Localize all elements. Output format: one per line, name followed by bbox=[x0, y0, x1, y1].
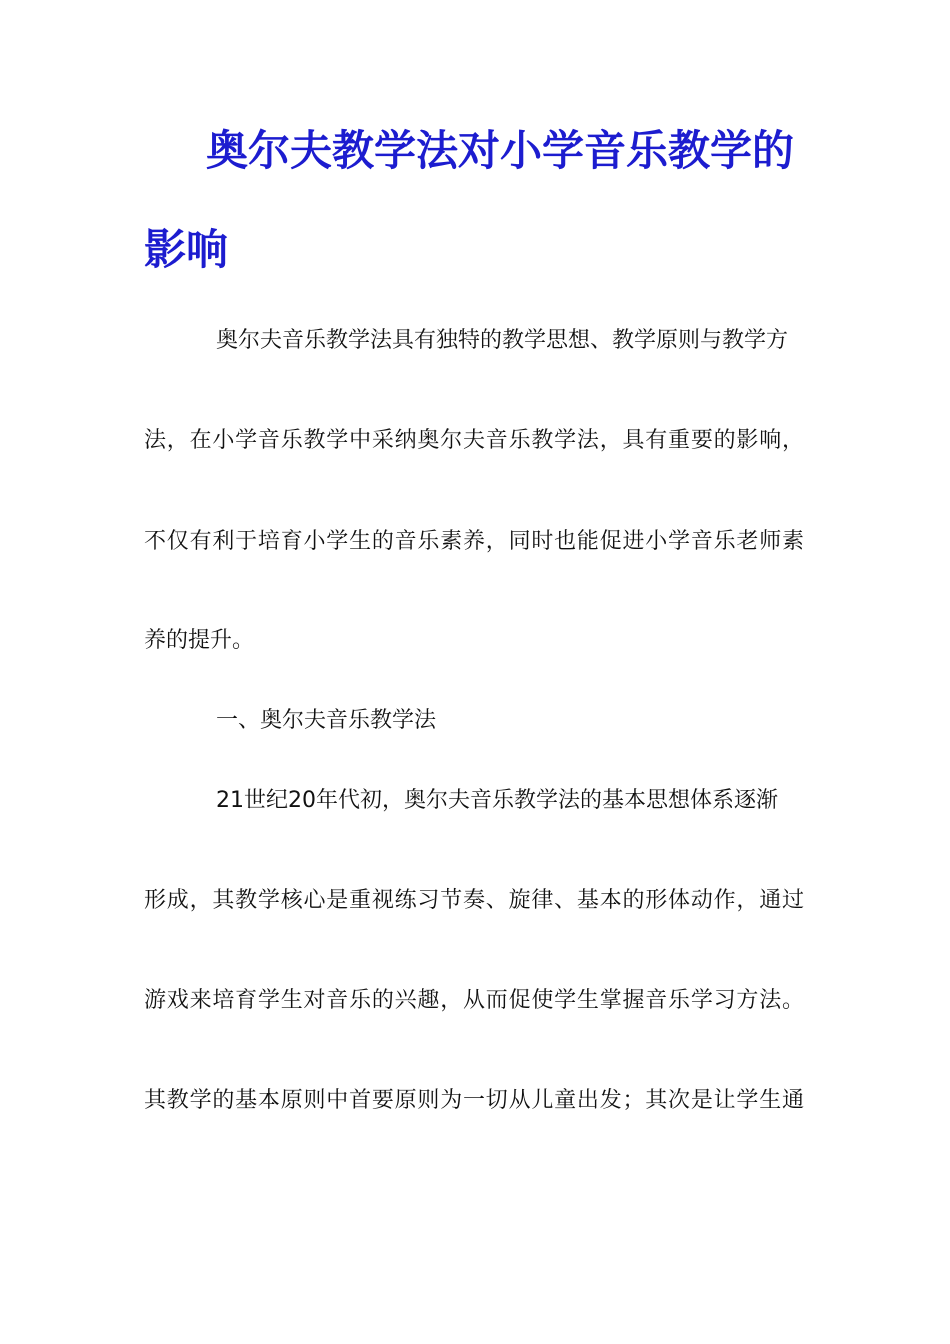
paragraph-1-line-4: 养的提升。 bbox=[144, 628, 255, 653]
paragraph-2-line-2: 形成，其教学核心是重视练习节奏、旋律、基本的形体动作，通过 bbox=[144, 888, 804, 913]
paragraph-2-line-1: 21世纪20年代初，奥尔夫音乐教学法的基本思想体系逐渐 bbox=[216, 788, 778, 813]
paragraph-2-line-4: 其教学的基本原则中首要原则为一切从儿童出发；其次是让学生通 bbox=[144, 1088, 804, 1113]
paragraph-1-line-1: 奥尔夫音乐教学法具有独特的教学思想、教学原则与教学方 bbox=[216, 328, 789, 353]
document-title-line-1: 奥尔夫教学法对小学音乐教学的 bbox=[206, 126, 795, 175]
paragraph-2-line-3: 游戏来培育学生对音乐的兴趣，从而促使学生掌握音乐学习方法。 bbox=[144, 988, 804, 1013]
section-heading: 一、奥尔夫音乐教学法 bbox=[216, 708, 437, 733]
paragraph-1-line-3: 不仅有利于培育小学生的音乐素养，同时也能促进小学音乐老师素 bbox=[144, 529, 804, 554]
document-title-line-2: 影响 bbox=[144, 225, 229, 274]
paragraph-1-line-2: 法，在小学音乐教学中采纳奥尔夫音乐教学法，具有重要的影响， bbox=[144, 428, 804, 453]
